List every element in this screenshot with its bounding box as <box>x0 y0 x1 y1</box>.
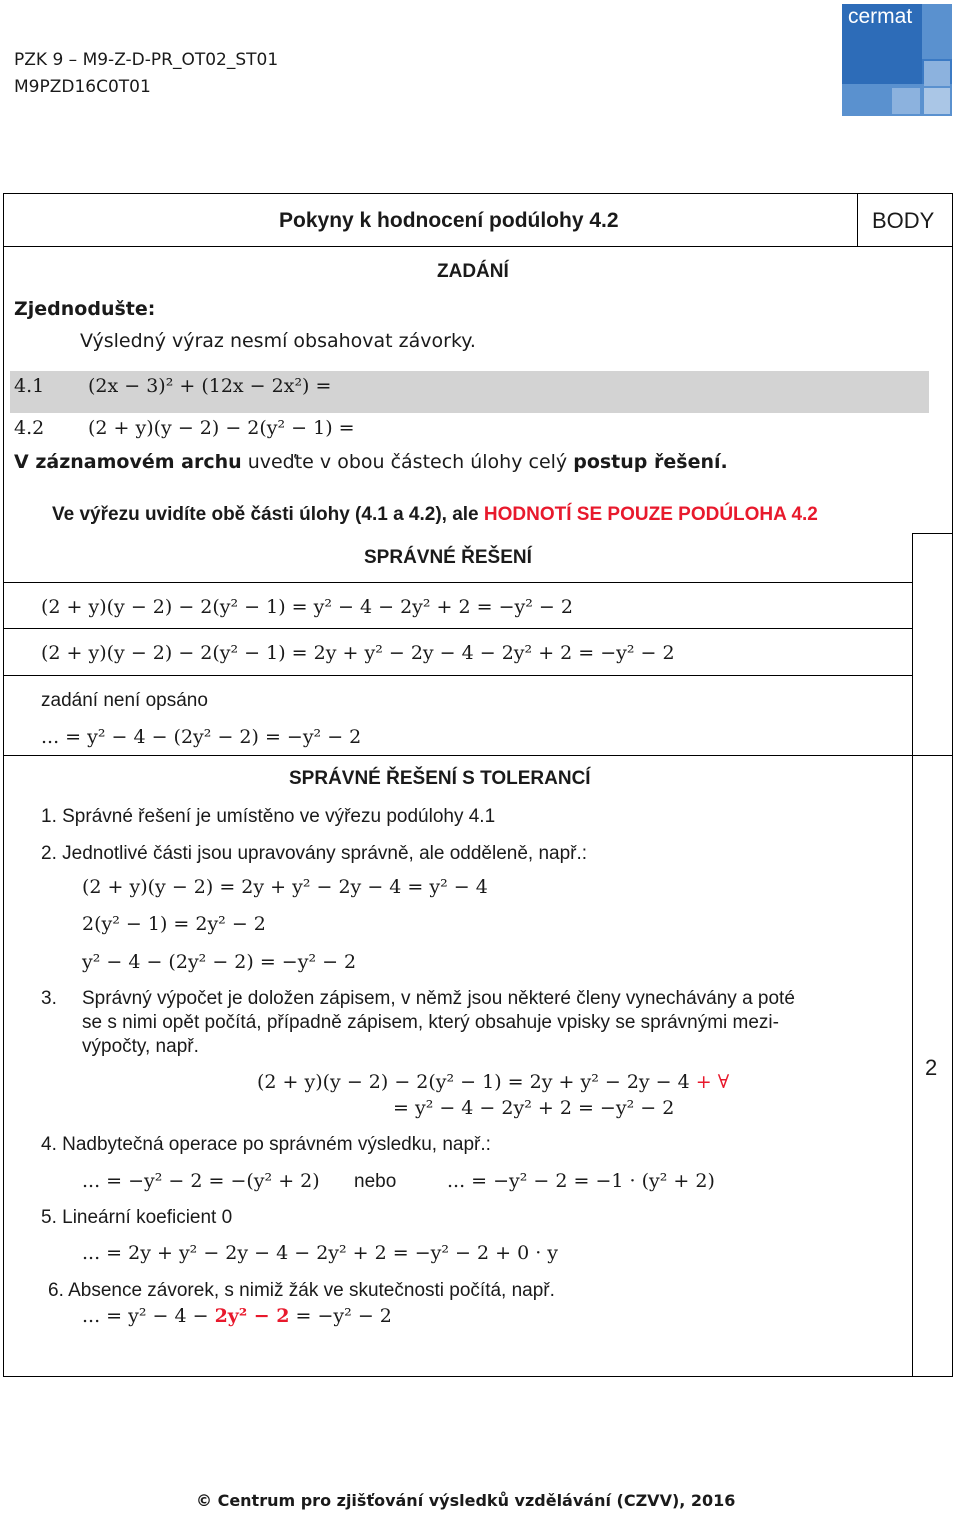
tolerance-item-3-line-3: výpočty, např. <box>82 1036 199 1057</box>
task-42-number: 4.2 <box>14 417 45 439</box>
tolerance-item-5: 5. Lineární koeficient 0 <box>41 1207 233 1228</box>
tolerance-item-1: 1. Správné řešení je umístěno ve výřezu podúlohy 4.1 <box>41 806 496 827</box>
tolerance-item-6: 6. Absence závorek, s nimiž žák ve skutečnosti počítá, např. <box>48 1280 555 1301</box>
tolerance-item-3-math-1: (2 + y)(y − 2) − 2(y² − 1) = 2y + y² − 2y − 4 + ∀ <box>257 1071 730 1093</box>
tolerance-item-4-or: nebo <box>354 1171 397 1192</box>
instruction: Zjednodušte: <box>14 298 156 320</box>
correct-row-1: (2 + y)(y − 2) − 2(y² − 1) = y² − 4 − 2y² + 2 = −y² − 2 <box>41 596 573 618</box>
task-42-expression: (2 + y)(y − 2) − 2(y² − 1) = <box>88 417 355 439</box>
task-41-expression: (2x − 3)² + (12x − 2x²) = <box>88 375 332 397</box>
points-value: 2 <box>925 1055 938 1080</box>
tolerance-item-2: 2. Jednotlivé části jsou upravovány správně, ale odděleně, např.: <box>41 843 588 864</box>
clip-note: Ve výřezu uvidíte obě části úlohy (4.1 a 4.2), ale HODNOTÍ SE POUZE PODÚLOHA 4.2 <box>52 504 818 525</box>
cermat-logo <box>842 4 952 116</box>
correct-row-3: ... = y² − 4 − (2y² − 2) = −y² − 2 <box>41 726 362 748</box>
tolerance-item-3-line-2: se s nimi opět počítá, případně zápisem, který obsahuje vpisky se správnými mezi- <box>82 1012 779 1033</box>
tolerance-item-3-number: 3. <box>41 988 57 1009</box>
tolerance-item-4-math-a: ... = −y² − 2 = −(y² + 2) <box>82 1170 320 1192</box>
tolerance-item-2-math-1: (2 + y)(y − 2) = 2y + y² − 2y − 4 = y² − 4 <box>82 876 488 898</box>
document-id: M9PZD16C0T01 <box>14 77 151 97</box>
correct-heading: SPRÁVNÉ ŘEŠENÍ <box>364 547 532 568</box>
record-instruction: V záznamovém archu uveďte v obou částech úlohy celý postup řešení. <box>14 451 728 473</box>
assignment-heading: ZADÁNÍ <box>437 261 509 282</box>
tolerance-heading: SPRÁVNÉ ŘEŠENÍ S TOLERANCÍ <box>289 768 591 789</box>
tolerance-item-2-math-2: 2(y² − 1) = 2y² − 2 <box>82 913 266 935</box>
tolerance-item-4: 4. Nadbytečná operace po správném výsledku, např.: <box>41 1134 491 1155</box>
tolerance-item-6-math: ... = y² − 4 − 2y² − 2 = −y² − 2 <box>82 1305 392 1327</box>
tolerance-item-3-math-2: = y² − 4 − 2y² + 2 = −y² − 2 <box>393 1097 675 1119</box>
correct-row-3-label: zadání není opsáno <box>41 690 208 711</box>
logo-text: cermat <box>848 5 913 28</box>
tolerance-item-4-math-b: ... = −y² − 2 = −1 · (y² + 2) <box>447 1170 715 1192</box>
instruction-note: Výsledný výraz nesmí obsahovat závorky. <box>80 330 476 352</box>
tolerance-item-2-math-3: y² − 4 − (2y² − 2) = −y² − 2 <box>82 951 357 973</box>
correct-row-2: (2 + y)(y − 2) − 2(y² − 1) = 2y + y² − 2y − 4 − 2y² + 2 = −y² − 2 <box>41 642 675 664</box>
document-code: PZK 9 – M9-Z-D-PR_OT02_ST01 <box>14 50 279 70</box>
points-label: BODY <box>872 208 935 233</box>
footer-copyright: © Centrum pro zjišťování výsledků vzdělávání (CZVV), 2016 <box>196 1491 736 1510</box>
table-title: Pokyny k hodnocení podúlohy 4.2 <box>279 209 619 232</box>
tolerance-item-3-line-1: Správný výpočet je doložen zápisem, v němž jsou některé členy vynechávány a poté <box>82 988 795 1009</box>
tolerance-item-5-math: ... = 2y + y² − 2y − 4 − 2y² + 2 = −y² − 2 + 0 · y <box>82 1242 559 1264</box>
task-41-number: 4.1 <box>14 375 45 397</box>
